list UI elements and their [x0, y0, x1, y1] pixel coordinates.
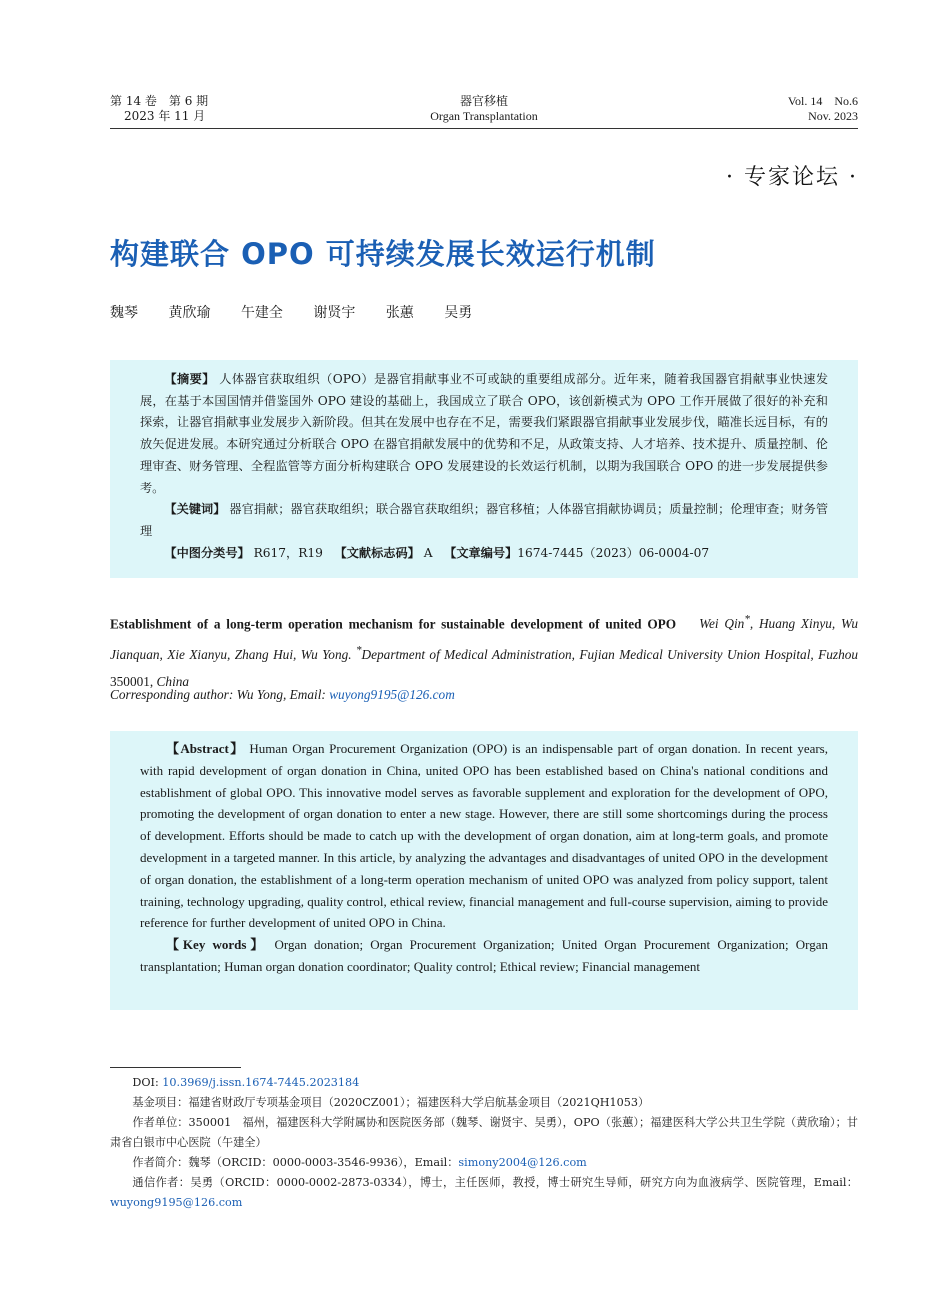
- volume-issue-cn: 第 14 卷 第 6 期: [110, 94, 209, 108]
- author: 魏琴: [110, 305, 138, 321]
- keywords-en-label: 【Key words】: [166, 937, 268, 953]
- journal-name-cn: 器官移植: [459, 94, 508, 108]
- corresponding-email-link[interactable]: wuyong9195@126.com: [329, 687, 455, 702]
- clc-value: R617，R19: [253, 545, 323, 560]
- section-label: · 专家论坛 ·: [726, 165, 858, 190]
- journal-name-en: Organ Transplantation: [430, 109, 538, 123]
- classification-line: [140, 543, 828, 565]
- funding-line: 基金项目：福建省财政厅专项基金项目（2020CZ001）；福建医科大学启航基金项目（2021QH1053）: [132, 1096, 650, 1109]
- abstract-en-text: Human Organ Procurement Organization (OPO) is an indispensable part of organ donation. In recent years, with rapid development of organ donation in China, united OPO has been established based on China's national conditions and establishment of global OPO. This innovative model serves as favorable supplement and exploration for the development of OPO, promoting the development of organ donation to enter a new stage. However, there are still some shortcomings during the process of development. Efforts should be made to catch up with the development of organ donation, aim at long-term goals, and promote development in a targeted manner. In this article, by analyzing the advantages and disadvantages of united OPO in the development of organ donation, the establishment of a long-term operation mechanism of united OPO was analyzed from policy support, talent training, technology upgrading, quality control, ethical review, financial management and full-course supervision, aiming to provide reference for further development of united OPO in China.: [140, 741, 828, 931]
- author: 谢贤宇: [313, 305, 356, 321]
- abstract-en-box: [110, 731, 858, 1010]
- keywords-cn: [140, 499, 828, 542]
- doc-code-value: A: [423, 545, 433, 560]
- abstract-cn-label: 【摘要】: [164, 372, 215, 386]
- corr-cn-email-link[interactable]: wuyong9195@126.com: [110, 1196, 243, 1209]
- abstract-en-label: 【Abstract】: [166, 741, 245, 756]
- english-authors: Wei Qin*, Huang Xinyu, Wu Jianquan, Xie Xianyu, Zhang Hui, Wu Yong.: [110, 614, 858, 662]
- english-affiliation: *Department of Medical Administration, Fujian Medical University Union Hospital, Fuzhou: [355, 644, 859, 662]
- header-center: [110, 94, 858, 124]
- english-title: Establishment of a long-term operation mechanism for sustainable development of united OPO: [110, 616, 677, 632]
- footnote-divider: [110, 1067, 241, 1068]
- keywords-cn-text: 器官捐献；器官获取组织；联合器官获取组织；器官移植；人体器官捐献协调员；质量控制；伦理审查；财务管理: [140, 502, 829, 538]
- article-no-label: 【文章编号】: [444, 545, 518, 560]
- header-right: [788, 94, 858, 124]
- author: 吴勇: [444, 305, 473, 321]
- corresponding-author: Corresponding author: Wu Yong, Email: wuyong9195@126.com: [110, 687, 455, 702]
- keywords-en-text: Organ donation; Organ Procurement Organization; United Organ Procurement Organization; Organ transplantation; Human organ donation coordinator; Quality control; Ethical review; Financial management: [140, 937, 828, 974]
- english-country: China: [156, 673, 190, 689]
- author: 张蕙: [385, 305, 414, 321]
- author-bio: 作者简介：魏琴（ORCID：0000-0003-3546-9936），Email：simony2004@126.com: [132, 1156, 587, 1169]
- date-cn: 2023 年 11 月: [124, 109, 206, 123]
- doc-code-label: 【文献标志码】: [334, 545, 420, 560]
- author-units: 作者单位：350001 福州，福建医科大学附属协和医院医务部（魏琴、谢贤宇、吴勇），OPO（张蕙）；福建医科大学公共卫生学院（黄欣瑜）；甘肃省白银市中心医院（午建全）: [110, 1116, 858, 1149]
- volume-issue-en: Vol. 14 No.6: [787, 94, 858, 108]
- corresponding-author-cn: 通信作者：吴勇（ORCID：0000-0002-2873-0334），博士，主任医师，教授，博士研究生导师，研究方向为血液病学、医院管理，Email：wuyong9195@126.com: [110, 1176, 858, 1209]
- english-title-block: [110, 607, 858, 695]
- doi-link[interactable]: 10.3969/j.issn.1674-7445.2023184: [162, 1076, 360, 1089]
- running-header: [110, 94, 858, 129]
- abstract-en: [140, 738, 828, 934]
- abstract-cn: [140, 369, 828, 499]
- doi-line: DOI: 10.3969/j.issn.1674-7445.2023184: [132, 1076, 360, 1089]
- keywords-en: [140, 934, 828, 978]
- author: 午建全: [240, 305, 283, 321]
- article-no-value: 1674-7445（2023）06-0004-07: [517, 545, 710, 560]
- author: 黄欣瑜: [168, 305, 211, 321]
- article-title: 构建联合 OPO 可持续发展长效运行机制: [110, 237, 656, 271]
- author-list: [110, 302, 486, 322]
- abstract-cn-text: 人体器官获取组织（OPO）是器官捐献事业不可或缺的重要组成部分。近年来，随着我国器官捐献事业快速发展，在基于本国国情并借鉴国外 OPO 建设的基础上，我国成立了联合 OPO，该创新模式为 OPO 工作开展做了很好的补充和探索，让器官捐献事业发展步入新阶段。但其在发展中也存在不足，需要我们紧跟器官捐献事业发展步伐，瞄准长远目标，有的放矢促进发展。本研究通过分析联合 OPO 在器官捐献发展中的优势和不足，从政策支持、人才培养、技术提升、质量控制、伦理审查、财务管理、全程监管等方面分析构建联合 OPO 发展建设的长效运行机制，以期为我国联合 OPO 的进一步发展提供参考。: [140, 372, 829, 495]
- footnotes: [110, 1073, 858, 1213]
- english-postcode: 350001,: [110, 673, 154, 689]
- bio-email-link[interactable]: simony2004@126.com: [458, 1156, 587, 1169]
- abstract-cn-box: [110, 360, 858, 578]
- clc-label: 【中图分类号】: [164, 545, 250, 560]
- keywords-cn-label: 【关键词】: [164, 502, 226, 517]
- date-en: Nov. 2023: [808, 109, 858, 123]
